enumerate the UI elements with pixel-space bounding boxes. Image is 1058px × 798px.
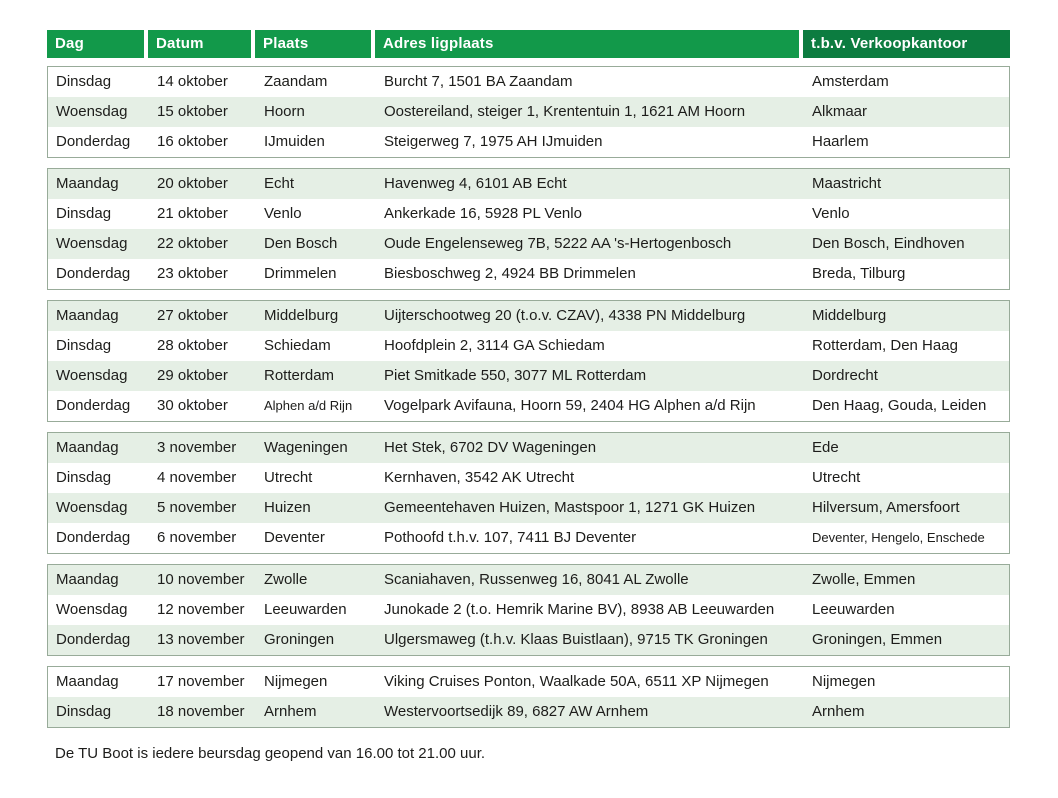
cell-day: Donderdag [56, 397, 131, 414]
cell-place: Middelburg [264, 307, 339, 324]
cell-office: Dordrecht [812, 367, 878, 384]
cell-date: 22 oktober [157, 235, 228, 252]
cell-place: Schiedam [264, 337, 331, 354]
table-row [48, 97, 1009, 127]
cell-place: Groningen [264, 631, 335, 648]
table-group [47, 666, 1010, 728]
cell-office: Rotterdam, Den Haag [812, 337, 958, 354]
table-row [48, 463, 1009, 493]
cell-day: Woensdag [56, 367, 128, 384]
cell-date: 10 november [157, 571, 245, 588]
cell-address: Kernhaven, 3542 AK Utrecht [384, 469, 575, 486]
cell-place: Venlo [264, 205, 302, 222]
cell-day: Dinsdag [56, 469, 112, 486]
cell-address: Ulgersmaweg (t.h.v. Klaas Buistlaan), 9715 TK Groningen [384, 631, 768, 648]
cell-day: Dinsdag [56, 205, 112, 222]
table-header-row [47, 30, 1010, 58]
cell-day: Woensdag [56, 103, 128, 120]
cell-address: Burcht 7, 1501 BA Zaandam [384, 73, 573, 90]
cell-day: Maandag [56, 571, 119, 588]
cell-date: 14 oktober [157, 73, 228, 90]
column-header-adres-ligplaats: Adres ligplaats [375, 30, 799, 58]
cell-date: 13 november [157, 631, 245, 648]
table-row [48, 199, 1009, 229]
cell-day: Donderdag [56, 631, 131, 648]
cell-day: Dinsdag [56, 73, 112, 90]
table-row [48, 259, 1009, 289]
cell-address: Scaniahaven, Russenweg 16, 8041 AL Zwolle [384, 571, 689, 588]
schedule-table [47, 30, 1010, 728]
cell-office: Haarlem [812, 133, 869, 150]
table-row [48, 697, 1009, 727]
cell-place: Alphen a/d Rijn [264, 398, 353, 413]
cell-address: Vogelpark Avifauna, Hoorn 59, 2404 HG Alphen a/d Rijn [384, 397, 756, 414]
cell-place: Den Bosch [264, 235, 338, 252]
cell-day: Woensdag [56, 601, 128, 618]
cell-day: Woensdag [56, 235, 128, 252]
cell-day: Woensdag [56, 499, 128, 516]
cell-date: 17 november [157, 673, 245, 690]
cell-day: Donderdag [56, 265, 131, 282]
cell-office: Den Haag, Gouda, Leiden [812, 397, 987, 414]
cell-office: Zwolle, Emmen [812, 571, 916, 588]
cell-day: Dinsdag [56, 337, 112, 354]
table-row [48, 595, 1009, 625]
cell-office: Alkmaar [812, 103, 868, 120]
cell-date: 29 oktober [157, 367, 228, 384]
cell-address: Westervoortsedijk 89, 6827 AW Arnhem [384, 703, 649, 720]
cell-place: Echt [264, 175, 295, 192]
cell-office: Venlo [812, 205, 850, 222]
cell-address: Het Stek, 6702 DV Wageningen [384, 439, 597, 456]
cell-office: Deventer, Hengelo, Enschede [812, 530, 985, 545]
table-row [48, 301, 1009, 331]
cell-day: Donderdag [56, 133, 131, 150]
cell-date: 15 oktober [157, 103, 228, 120]
cell-office: Nijmegen [812, 673, 876, 690]
cell-office: Amsterdam [812, 73, 889, 90]
cell-date: 30 oktober [157, 397, 228, 414]
table-row [48, 493, 1009, 523]
cell-day: Donderdag [56, 529, 131, 546]
cell-office: Ede [812, 439, 839, 456]
cell-place: Utrecht [264, 469, 313, 486]
cell-place: Drimmelen [264, 265, 337, 282]
cell-place: Huizen [264, 499, 311, 516]
table-row [48, 67, 1009, 97]
cell-place: Nijmegen [264, 673, 328, 690]
cell-place: IJmuiden [264, 133, 325, 150]
cell-address: Piet Smitkade 550, 3077 ML Rotterdam [384, 367, 647, 384]
cell-address: Gemeentehaven Huizen, Mastspoor 1, 1271 GK Huizen [384, 499, 756, 516]
cell-office: Leeuwarden [812, 601, 895, 618]
cell-office: Breda, Tilburg [812, 265, 906, 282]
cell-place: Hoorn [264, 103, 305, 120]
table-group [47, 432, 1010, 554]
cell-place: Wageningen [264, 439, 348, 456]
cell-office: Den Bosch, Eindhoven [812, 235, 965, 252]
table-row [48, 523, 1009, 553]
cell-office: Utrecht [812, 469, 861, 486]
table-group [47, 564, 1010, 656]
cell-day: Dinsdag [56, 703, 112, 720]
opening-hours-note: De TU Boot is iedere beursdag geopend van 16.00 tot 21.00 uur. [55, 745, 486, 762]
table-group [47, 66, 1010, 158]
cell-date: 27 oktober [157, 307, 228, 324]
column-header-verkoopkantoor: t.b.v. Verkoopkantoor [803, 30, 1010, 58]
cell-date: 16 oktober [157, 133, 228, 150]
table-row [48, 433, 1009, 463]
cell-date: 23 oktober [157, 265, 228, 282]
table-row [48, 565, 1009, 595]
cell-address: Oostereiland, steiger 1, Krententuin 1, 1621 AM Hoorn [384, 103, 746, 120]
cell-address: Uijterschootweg 20 (t.o.v. CZAV), 4338 PN Middelburg [384, 307, 746, 324]
table-groups [47, 66, 1010, 728]
cell-place: Zaandam [264, 73, 328, 90]
table-row [48, 127, 1009, 157]
cell-address: Biesboschweg 2, 4924 BB Drimmelen [384, 265, 636, 282]
cell-office: Hilversum, Amersfoort [812, 499, 960, 516]
cell-office: Middelburg [812, 307, 887, 324]
cell-address: Oude Engelenseweg 7B, 5222 AA 's-Hertogenbosch [384, 235, 732, 252]
cell-date: 6 november [157, 529, 237, 546]
cell-place: Zwolle [264, 571, 308, 588]
cell-date: 20 oktober [157, 175, 228, 192]
cell-place: Arnhem [264, 703, 317, 720]
column-header-plaats: Plaats [255, 30, 371, 58]
table-row [48, 169, 1009, 199]
cell-day: Maandag [56, 439, 119, 456]
table-row [48, 229, 1009, 259]
cell-date: 28 oktober [157, 337, 228, 354]
cell-date: 18 november [157, 703, 245, 720]
cell-address: Junokade 2 (t.o. Hemrik Marine BV), 8938 AB Leeuwarden [384, 601, 775, 618]
table-row [48, 361, 1009, 391]
cell-date: 3 november [157, 439, 237, 456]
table-group [47, 168, 1010, 290]
cell-address: Hoofdplein 2, 3114 GA Schiedam [384, 337, 605, 354]
cell-office: Maastricht [812, 175, 882, 192]
table-row [48, 331, 1009, 361]
cell-address: Pothoofd t.h.v. 107, 7411 BJ Deventer [384, 529, 637, 546]
cell-address: Viking Cruises Ponton, Waalkade 50A, 6511 XP Nijmegen [384, 673, 769, 690]
cell-place: Rotterdam [264, 367, 335, 384]
cell-day: Maandag [56, 673, 119, 690]
cell-office: Arnhem [812, 703, 865, 720]
cell-day: Maandag [56, 175, 119, 192]
column-header-dag: Dag [47, 30, 144, 58]
cell-day: Maandag [56, 307, 119, 324]
cell-place: Leeuwarden [264, 601, 347, 618]
table-row [48, 391, 1009, 421]
cell-date: 21 oktober [157, 205, 228, 222]
cell-address: Ankerkade 16, 5928 PL Venlo [384, 205, 582, 222]
cell-date: 4 november [157, 469, 237, 486]
table-row [48, 625, 1009, 655]
cell-office: Groningen, Emmen [812, 631, 943, 648]
cell-date: 12 november [157, 601, 245, 618]
cell-address: Steigerweg 7, 1975 AH IJmuiden [384, 133, 603, 150]
cell-place: Deventer [264, 529, 325, 546]
cell-date: 5 november [157, 499, 237, 516]
cell-address: Havenweg 4, 6101 AB Echt [384, 175, 567, 192]
table-row [48, 667, 1009, 697]
table-group [47, 300, 1010, 422]
column-header-datum: Datum [148, 30, 251, 58]
